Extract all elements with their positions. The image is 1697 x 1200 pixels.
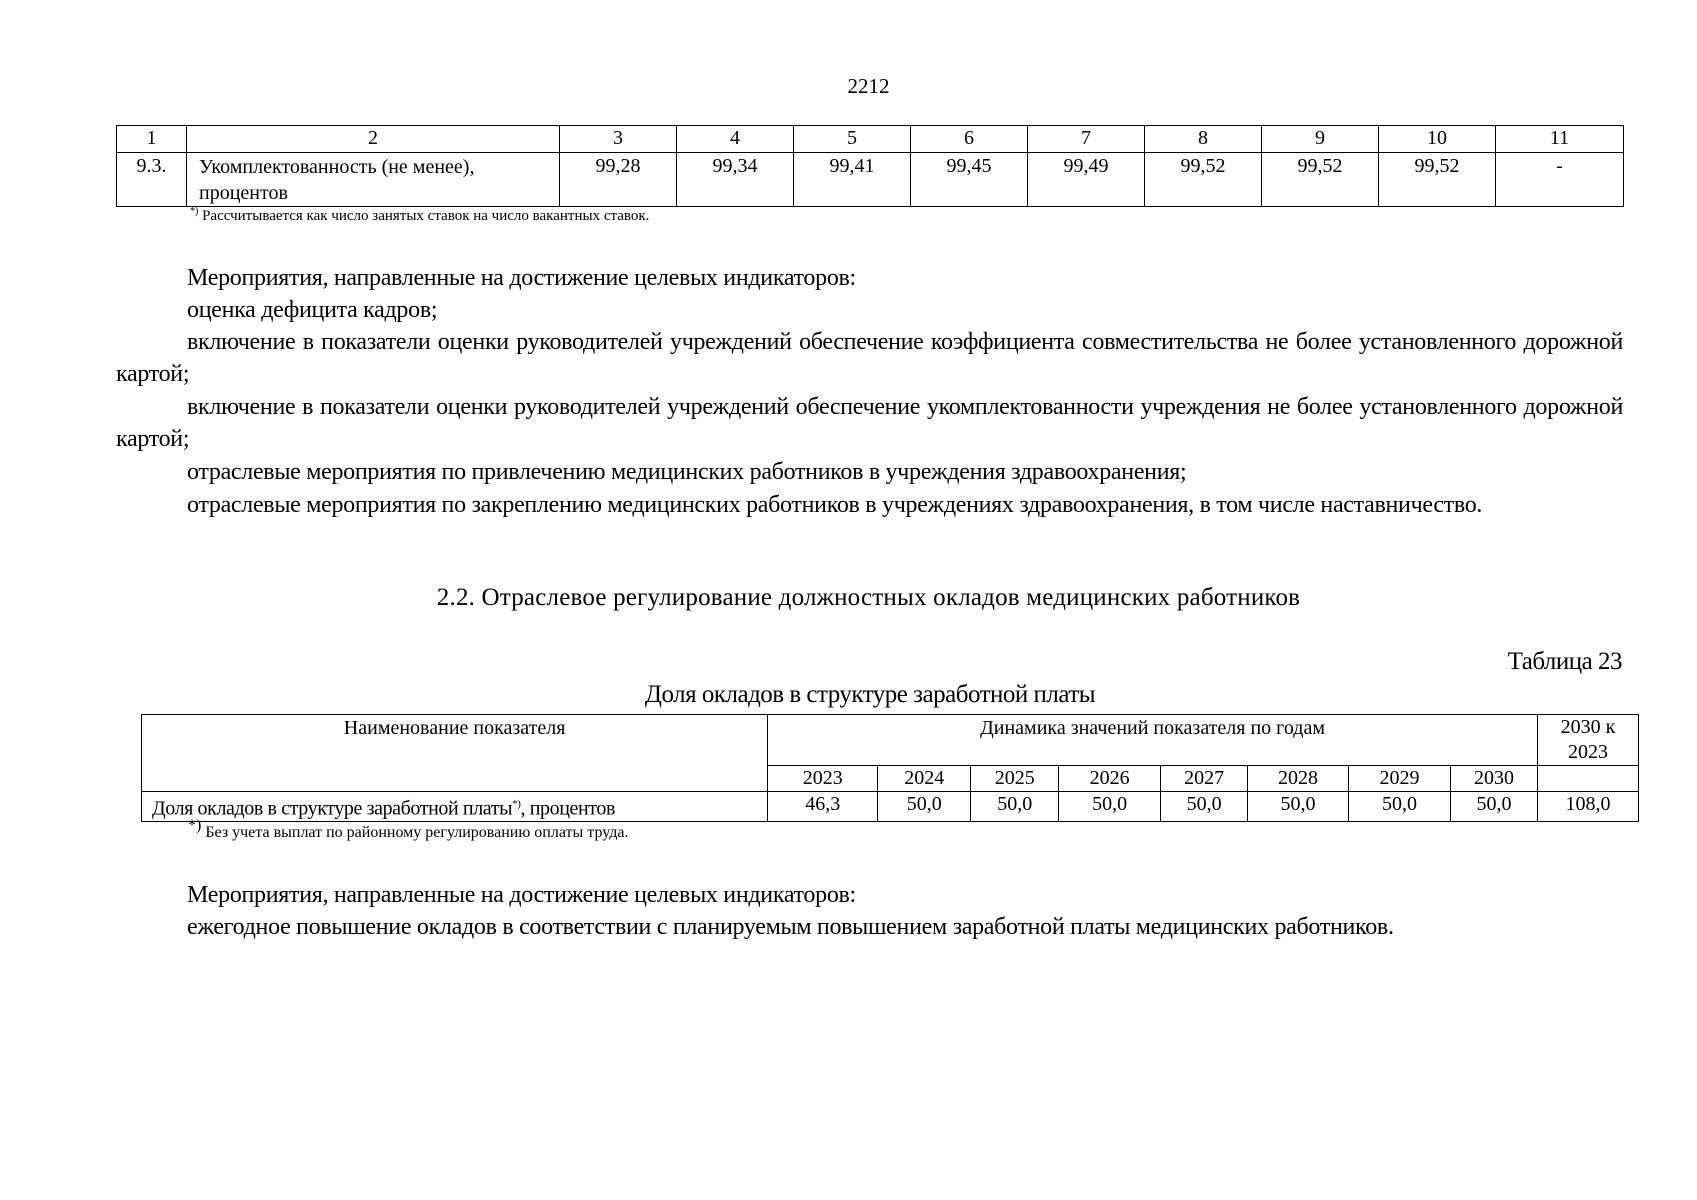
year-cell: 2029: [1349, 766, 1451, 792]
measure-item: включение в показатели оценки руководителей учреждений обеспечение укомплектованности учреждения не более установленного дорожной картой;: [116, 394, 1623, 452]
header-cell: 2: [187, 126, 560, 153]
value-cell: 50,0: [1059, 792, 1161, 822]
value-cell: 50,0: [1451, 792, 1538, 822]
measure-item: отраслевые мероприятия по привлечению медицинских работников в учреждения здравоохранения;: [187, 459, 1187, 485]
table-number: Таблица 23: [1507, 648, 1622, 675]
row-label: Доля окладов в структуре заработной платы*), процентов: [142, 792, 768, 822]
header-cell: 1: [117, 126, 187, 153]
row-label: Укомплектованность (не менее), процентов: [187, 153, 560, 207]
value-cell: 50,0: [1161, 792, 1248, 822]
header-cell: 8: [1145, 126, 1262, 153]
header-cell-ratio: 2030 к 2023: [1537, 715, 1638, 766]
table-title: Доля окладов в структуре заработной платы: [644, 681, 1096, 708]
year-cell: 2025: [971, 766, 1059, 792]
table-row: [142, 792, 1639, 822]
value-cell: 99,28: [560, 153, 677, 207]
year-cell: 2026: [1059, 766, 1161, 792]
table1-footnote: *) Рассчитывается как число занятых ставок на число вакантных ставок.: [190, 206, 650, 224]
header-cell: 11: [1496, 126, 1624, 153]
row-number: 9.3.: [117, 153, 187, 207]
measure-item: отраслевые мероприятия по закреплению медицинских работников в учреждениях здравоохранения, в том числе наставничество.: [187, 492, 1483, 518]
value-cell: -: [1496, 153, 1624, 207]
value-cell: 99,45: [911, 153, 1028, 207]
value-cell: 99,52: [1145, 153, 1262, 207]
value-cell: 99,52: [1262, 153, 1379, 207]
measures-heading: Мероприятия, направленные на достижение целевых индикаторов:: [187, 265, 856, 291]
header-cell: 9: [1262, 126, 1379, 153]
indicators-table-continuation: [116, 125, 1624, 207]
value-cell: 46,3: [768, 792, 878, 822]
table-header-row: [117, 126, 1624, 153]
value-cell: 99,41: [794, 153, 911, 207]
value-cell: 50,0: [1248, 792, 1349, 822]
section-heading: 2.2. Отраслевое регулирование должностных окладов медицинских работников: [436, 584, 1301, 611]
table-row: [117, 153, 1624, 207]
page-number: 2212: [847, 74, 890, 98]
year-cell: 2028: [1248, 766, 1349, 792]
header-cell: 6: [911, 126, 1028, 153]
measure-item: ежегодное повышение окладов в соответствии с планируемым повышением заработной платы медицинских работников.: [187, 914, 1394, 940]
measure-item: оценка дефицита кадров;: [187, 297, 438, 323]
header-cell: 5: [794, 126, 911, 153]
header-cell-dynamics: Динамика значений показателя по годам: [768, 715, 1538, 766]
value-cell: 50,0: [878, 792, 971, 822]
value-cell: 50,0: [1349, 792, 1451, 822]
header-cell: 4: [677, 126, 794, 153]
year-cell: 2027: [1161, 766, 1248, 792]
header-cell: 7: [1028, 126, 1145, 153]
year-cell-empty: [1537, 766, 1638, 792]
value-cell: 99,52: [1379, 153, 1496, 207]
value-cell: 99,34: [677, 153, 794, 207]
year-cell: 2030: [1451, 766, 1538, 792]
header-cell: 10: [1379, 126, 1496, 153]
header-cell: 3: [560, 126, 677, 153]
measures-heading: Мероприятия, направленные на достижение целевых индикаторов:: [187, 882, 856, 908]
header-cell-name: Наименование показателя: [142, 715, 768, 792]
table-header-row: [142, 715, 1639, 766]
value-cell: 50,0: [971, 792, 1059, 822]
year-cell: 2024: [878, 766, 971, 792]
value-cell: 108,0: [1537, 792, 1638, 822]
value-cell: 99,49: [1028, 153, 1145, 207]
measure-item: включение в показатели оценки руководителей учреждений обеспечение коэффициента совместительства не более установленного дорожной картой;: [116, 329, 1623, 387]
salary-share-table: [141, 714, 1639, 822]
year-cell: 2023: [768, 766, 878, 792]
table2-footnote: *) Без учета выплат по районному регулированию оплаты труда.: [188, 817, 629, 841]
